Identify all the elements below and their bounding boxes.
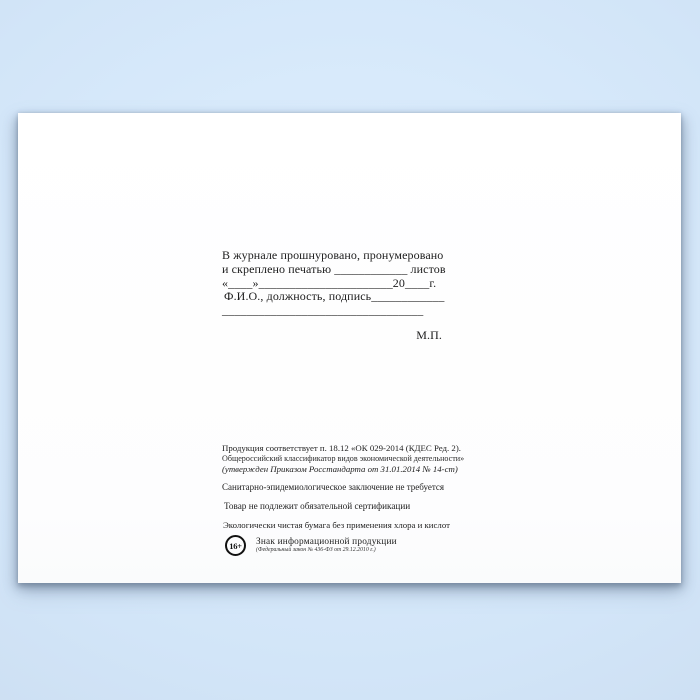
- lacing-line-1: В журнале прошнуровано, пронумеровано: [222, 248, 444, 262]
- seal-place-abbreviation: М.П.: [416, 327, 442, 342]
- lacing-line-5-blank: _________________________________: [222, 303, 424, 318]
- eco-paper-note: Экологически чистая бумага без применения хлора и кислот: [223, 520, 450, 530]
- lacing-line-4-signature: Ф.И.О., должность, подпись____________: [224, 289, 445, 304]
- journal-back-page: [18, 113, 681, 583]
- compliance-line-1: Продукция соответствует п. 18.12 «ОК 029-2014 (КДЕС Ред. 2).: [222, 443, 461, 453]
- age-rating-text: [256, 535, 397, 554]
- lacing-certification-block: [222, 249, 444, 343]
- compliance-statement: [222, 443, 482, 474]
- lacing-line-3-date: «____»______________________20____г.: [222, 275, 437, 290]
- lacing-line-2: и скреплено печатью ____________ листов: [222, 261, 446, 276]
- sanitary-note: Санитарно-эпидемиологическое заключение не требуется: [222, 482, 445, 492]
- product-info-block: [222, 443, 482, 556]
- age-16plus-icon: 16+: [225, 535, 246, 556]
- compliance-line-2: Общероссийский классификатор видов экономической деятельности»: [222, 453, 465, 463]
- age-rating-row: [222, 535, 482, 556]
- age-rating-label: Знак информационной продукции: [256, 537, 397, 547]
- compliance-line-3: (утвержден Приказом Росстандарта от 31.01.2014 № 14-ст): [222, 463, 458, 474]
- certification-note: Товар не подлежит обязательной сертификации: [224, 501, 411, 511]
- age-rating-law-note: (Федеральный закон № 436-ФЗ от 29.12.2010 г.): [256, 547, 376, 553]
